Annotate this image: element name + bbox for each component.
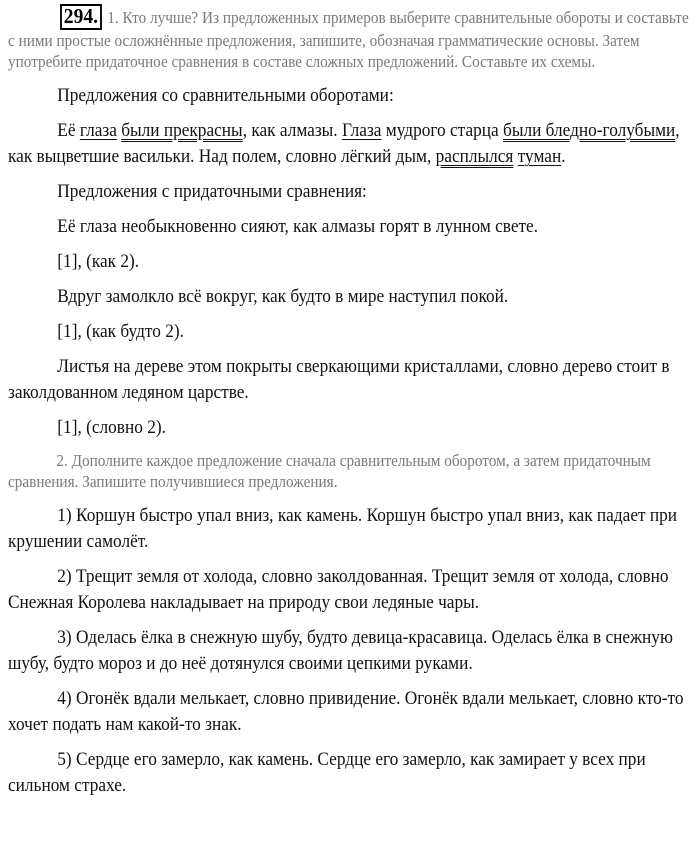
sentence-scheme-1: [1], (как 2). — [57, 251, 140, 272]
subject-underlined: глаза — [79, 120, 117, 141]
predicate-double-underlined: расплылся — [435, 146, 514, 167]
section-2-heading: Предложения с придаточными сравнения: — [57, 181, 367, 202]
text-fragment: . — [561, 146, 566, 167]
predicate-double-underlined: были прекрасны — [121, 120, 243, 141]
task-1-text: 1. Кто лучше? Из предложенных примеров выберите сравнительные обороты и составьте с ними простые осложнённые предложения, запишите, обозначая грамматические основы. Затем употребите придаточное сравнения в составе сложных предложений. Составьте их схемы. — [8, 8, 689, 71]
section-1-heading: Предложения со сравнительными оборотами: — [57, 85, 394, 106]
answer-item-2: 2) Трещит земля от холода, словно заколдованная. Трещит земля от холода, словно Снежная Королева накладывает на природу свои ледяные чары. — [8, 566, 669, 613]
text-fragment: мудрого старца — [381, 120, 504, 141]
text-fragment: , как выцветшие васильки. Над полем, словно лёгкий дым, — [8, 120, 680, 167]
predicate-double-underlined: были бледно-голубыми — [503, 120, 676, 141]
sentence-scheme-3: [1], (словно 2). — [57, 417, 166, 438]
subject-underlined: Глаза — [341, 120, 382, 141]
subject-underlined: туман — [517, 146, 562, 167]
complex-sentence-3: Листья на дереве этом покрыты сверкающими кристаллами, словно дерево стоит в заколдованном ледяном царстве. — [8, 356, 670, 403]
answer-item-5: 5) Сердце его замерло, как камень. Сердце его замерло, как замирает у всех при сильном страхе. — [8, 749, 646, 796]
answer-item-4: 4) Огонёк вдали мелькает, словно привидение. Огонёк вдали мелькает, словно кто-то хочет подать нам какой-то знак. — [8, 688, 684, 735]
answer-item-3: 3) Оделась ёлка в снежную шубу, будто девица-красавица. Оделась ёлка в снежную шубу, будто мороз и до неё дотянулся своими цепкими руками. — [8, 627, 673, 674]
answer-item-1: 1) Коршун быстро упал вниз, как камень. Коршун быстро упал вниз, как падает при крушении самолёт. — [8, 505, 678, 552]
complex-sentence-1: Её глаза необыкновенно сияют, как алмазы горят в лунном свете. — [57, 216, 539, 237]
task-2-instructions: 2. Дополните каждое предложение сначала сравнительным оборотом, а затем придаточным сравнения. Запишите получившиеся предложения. — [8, 451, 651, 491]
exercise-number-box: 294. — [60, 4, 102, 30]
task-1-instructions — [8, 4, 692, 72]
text-fragment: , как алмазы. — [242, 120, 342, 141]
text-fragment: Её — [57, 120, 80, 141]
sentence-scheme-2: [1], (как будто 2). — [57, 321, 184, 342]
comparative-phrase-sentences — [8, 118, 689, 170]
complex-sentence-2: Вдруг замолкло всё вокруг, как будто в мире наступил покой. — [57, 286, 509, 307]
